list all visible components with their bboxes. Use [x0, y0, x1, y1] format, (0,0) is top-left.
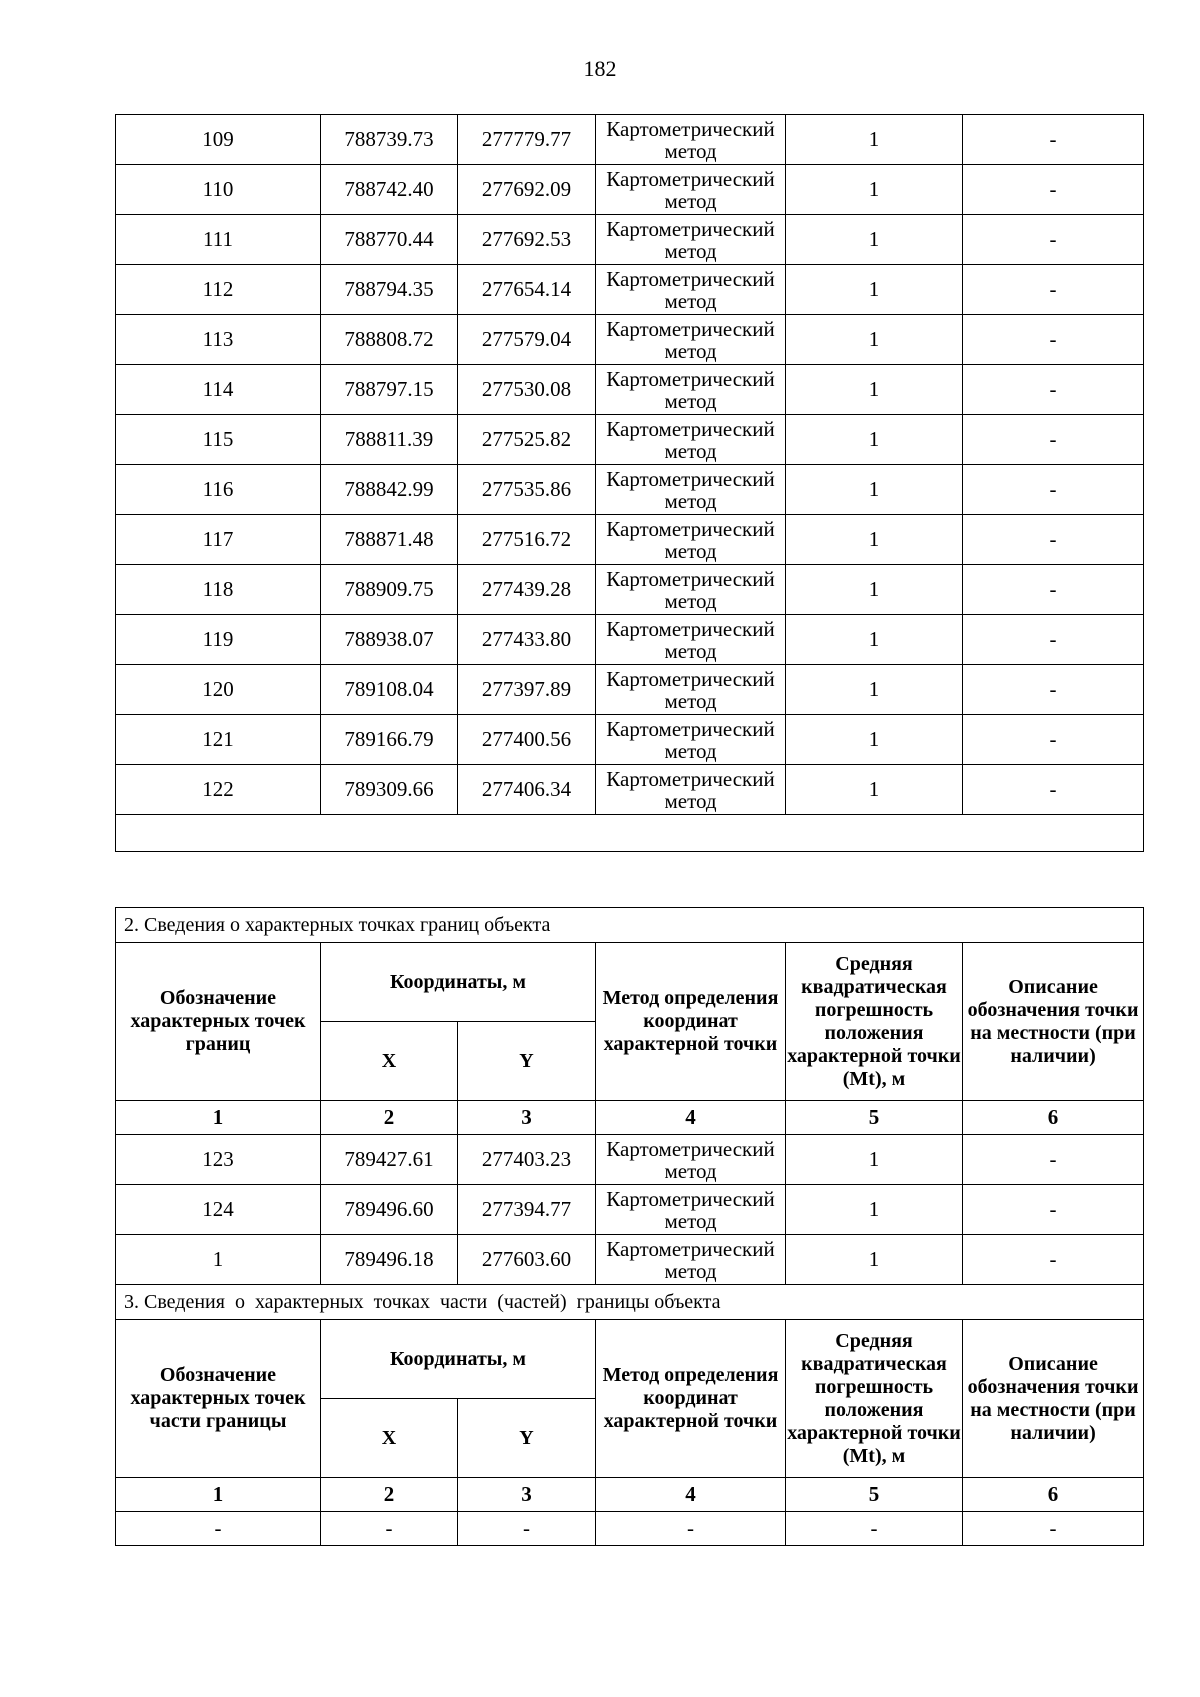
error-value: 1 — [786, 115, 963, 165]
method-cell — [596, 465, 786, 515]
description-value: - — [963, 465, 1144, 515]
method-cell — [596, 565, 786, 615]
description-value: - — [963, 715, 1144, 765]
method-line: метод — [664, 488, 717, 513]
coord-y: 277603.60 — [458, 1235, 596, 1285]
error-value: 1 — [786, 165, 963, 215]
table-row — [116, 365, 1144, 415]
method-cell — [596, 265, 786, 315]
method-line: метод — [664, 288, 717, 313]
description-value: - — [963, 565, 1144, 615]
method-line: метод — [664, 1258, 717, 1283]
col-number: 6 — [963, 1101, 1144, 1135]
coord-x: 788808.72 — [321, 315, 458, 365]
error-value: 1 — [786, 1185, 963, 1235]
method-line: Картометрический — [606, 466, 775, 491]
error-value: 1 — [786, 1135, 963, 1185]
coord-y: 277525.82 — [458, 415, 596, 465]
table-row — [116, 1512, 1144, 1546]
empty-row — [116, 815, 1144, 852]
error-value: 1 — [786, 565, 963, 615]
table-row — [116, 665, 1144, 715]
coord-x: 789427.61 — [321, 1135, 458, 1185]
table-row — [116, 315, 1144, 365]
method-line: Картометрический — [606, 366, 775, 391]
col-number: 4 — [596, 1101, 786, 1135]
method-cell — [596, 1185, 786, 1235]
method-line: Картометрический — [606, 616, 775, 641]
method-line: метод — [664, 238, 717, 263]
error-value: 1 — [786, 615, 963, 665]
coord-x: 789496.60 — [321, 1185, 458, 1235]
method-line: метод — [664, 738, 717, 763]
method-line: Картометрический — [606, 1136, 775, 1161]
method-cell — [596, 365, 786, 415]
coord-y: 277394.77 — [458, 1185, 596, 1235]
col-number: 2 — [321, 1478, 458, 1512]
description-value: - — [963, 1512, 1144, 1546]
point-id: 1 — [116, 1235, 321, 1285]
method-line: Картометрический — [606, 416, 775, 441]
header-coordinates: Координаты, м — [321, 943, 596, 1022]
header-y: Y — [458, 1022, 596, 1101]
header-y: Y — [458, 1399, 596, 1478]
description-value: - — [963, 165, 1144, 215]
method-line: Картометрический — [606, 266, 775, 291]
coord-y: 277433.80 — [458, 615, 596, 665]
coord-y: 277406.34 — [458, 765, 596, 815]
error-value: 1 — [786, 765, 963, 815]
method-line: Картометрический — [606, 1236, 775, 1261]
table-row — [116, 215, 1144, 265]
method-line: Картометрический — [606, 316, 775, 341]
col-number: 5 — [786, 1478, 963, 1512]
coord-x: - — [321, 1512, 458, 1546]
method-line: метод — [664, 338, 717, 363]
description-value: - — [963, 265, 1144, 315]
table-row — [116, 1185, 1144, 1235]
method-cell — [596, 715, 786, 765]
error-value: 1 — [786, 665, 963, 715]
coord-x: 788811.39 — [321, 415, 458, 465]
col-number: 1 — [116, 1101, 321, 1135]
method-line: метод — [664, 688, 717, 713]
method-line: метод — [664, 588, 717, 613]
method-cell — [596, 665, 786, 715]
description-value: - — [963, 615, 1144, 665]
method-cell — [596, 315, 786, 365]
method-line: Картометрический — [606, 716, 775, 741]
method-line: метод — [664, 538, 717, 563]
method-line: метод — [664, 138, 717, 163]
point-id: 118 — [116, 565, 321, 615]
table-row — [116, 715, 1144, 765]
description-value: - — [963, 365, 1144, 415]
description-value: - — [963, 415, 1144, 465]
error-value: - — [786, 1512, 963, 1546]
method-cell — [596, 515, 786, 565]
table-row — [116, 465, 1144, 515]
header-method: Метод определения координат характерной точки — [596, 1320, 786, 1478]
col-number: 4 — [596, 1478, 786, 1512]
method-line: Картометрический — [606, 216, 775, 241]
header-error: Средняя квадратическая погрешность положения характерной точки (Mt), м — [786, 1320, 963, 1478]
description-value: - — [963, 315, 1144, 365]
point-id: 109 — [116, 115, 321, 165]
method-line: метод — [664, 438, 717, 463]
method-line: метод — [664, 1208, 717, 1233]
point-id: 121 — [116, 715, 321, 765]
coord-x: 788797.15 — [321, 365, 458, 415]
table-row — [116, 515, 1144, 565]
header-error: Средняя квадратическая погрешность положения характерной точки (Mt), м — [786, 943, 963, 1101]
header-x: X — [321, 1399, 458, 1478]
error-value: 1 — [786, 215, 963, 265]
description-value: - — [963, 665, 1144, 715]
col-number: 2 — [321, 1101, 458, 1135]
description-value: - — [963, 1235, 1144, 1285]
coord-x: 788871.48 — [321, 515, 458, 565]
point-id: 115 — [116, 415, 321, 465]
method-cell — [596, 1235, 786, 1285]
method-line: метод — [664, 188, 717, 213]
table-row — [116, 565, 1144, 615]
coord-x: 788770.44 — [321, 215, 458, 265]
table-row — [116, 615, 1144, 665]
header-designation: Обозначение характерных точек границ — [116, 943, 321, 1101]
table-row — [116, 265, 1144, 315]
point-id: - — [116, 1512, 321, 1546]
description-value: - — [963, 215, 1144, 265]
header-designation: Обозначение характерных точек части границы — [116, 1320, 321, 1478]
col-number: 6 — [963, 1478, 1144, 1512]
error-value: 1 — [786, 415, 963, 465]
error-value: 1 — [786, 315, 963, 365]
error-value: 1 — [786, 515, 963, 565]
description-value: - — [963, 1185, 1144, 1235]
point-id: 112 — [116, 265, 321, 315]
method-line: Картометрический — [606, 166, 775, 191]
description-value: - — [963, 115, 1144, 165]
coordinates-table-continued — [115, 114, 1144, 852]
coord-y: 277579.04 — [458, 315, 596, 365]
method-line: Картометрический — [606, 766, 775, 791]
point-id: 122 — [116, 765, 321, 815]
coord-x: 788909.75 — [321, 565, 458, 615]
coord-y: 277779.77 — [458, 115, 596, 165]
coord-y: 277692.09 — [458, 165, 596, 215]
method-cell: - — [596, 1512, 786, 1546]
coord-y: - — [458, 1512, 596, 1546]
point-id: 110 — [116, 165, 321, 215]
method-cell — [596, 415, 786, 465]
method-line: Картометрический — [606, 116, 775, 141]
header-method: Метод определения координат характерной точки — [596, 943, 786, 1101]
header-description: Описание обозначения точки на местности (при наличии) — [963, 1320, 1144, 1478]
method-cell — [596, 765, 786, 815]
point-id: 123 — [116, 1135, 321, 1185]
method-cell — [596, 165, 786, 215]
point-id: 111 — [116, 215, 321, 265]
method-cell — [596, 215, 786, 265]
table-row — [116, 1135, 1144, 1185]
section-3-title: 3. Сведения о характерных точках части (частей) границы объекта — [116, 1285, 1144, 1320]
point-id: 124 — [116, 1185, 321, 1235]
error-value: 1 — [786, 1235, 963, 1285]
table-row — [116, 765, 1144, 815]
coord-y: 277516.72 — [458, 515, 596, 565]
method-cell — [596, 115, 786, 165]
header-description: Описание обозначения точки на местности (при наличии) — [963, 943, 1144, 1101]
point-id: 120 — [116, 665, 321, 715]
coord-y: 277692.53 — [458, 215, 596, 265]
coord-x: 788739.73 — [321, 115, 458, 165]
method-line: Картометрический — [606, 666, 775, 691]
col-number: 1 — [116, 1478, 321, 1512]
coord-x: 788842.99 — [321, 465, 458, 515]
point-id: 117 — [116, 515, 321, 565]
method-line: метод — [664, 788, 717, 813]
header-x: X — [321, 1022, 458, 1101]
coord-x: 788742.40 — [321, 165, 458, 215]
coord-y: 277530.08 — [458, 365, 596, 415]
col-number: 5 — [786, 1101, 963, 1135]
boundary-points-table — [115, 907, 1144, 1546]
coord-x: 788938.07 — [321, 615, 458, 665]
method-cell — [596, 615, 786, 665]
page-number: 182 — [583, 56, 617, 81]
method-line: Картометрический — [606, 516, 775, 541]
coord-x: 789309.66 — [321, 765, 458, 815]
coord-y: 277439.28 — [458, 565, 596, 615]
method-line: метод — [664, 388, 717, 413]
table-row — [116, 1235, 1144, 1285]
coord-y: 277400.56 — [458, 715, 596, 765]
table-row — [116, 115, 1144, 165]
description-value: - — [963, 515, 1144, 565]
section-2-title: 2. Сведения о характерных точках границ объекта — [116, 908, 1144, 943]
error-value: 1 — [786, 715, 963, 765]
method-line: метод — [664, 1158, 717, 1183]
coord-y: 277535.86 — [458, 465, 596, 515]
method-cell — [596, 1135, 786, 1185]
method-line: метод — [664, 638, 717, 663]
table-row — [116, 165, 1144, 215]
coord-x: 789496.18 — [321, 1235, 458, 1285]
coord-x: 788794.35 — [321, 265, 458, 315]
col-number: 3 — [458, 1478, 596, 1512]
coord-y: 277654.14 — [458, 265, 596, 315]
coord-x: 789166.79 — [321, 715, 458, 765]
table-row — [116, 415, 1144, 465]
point-id: 113 — [116, 315, 321, 365]
description-value: - — [963, 765, 1144, 815]
empty-cell — [116, 815, 1144, 852]
method-line: Картометрический — [606, 566, 775, 591]
method-line: Картометрический — [606, 1186, 775, 1211]
coord-x: 789108.04 — [321, 665, 458, 715]
point-id: 116 — [116, 465, 321, 515]
error-value: 1 — [786, 365, 963, 415]
description-value: - — [963, 1135, 1144, 1185]
point-id: 119 — [116, 615, 321, 665]
error-value: 1 — [786, 265, 963, 315]
error-value: 1 — [786, 465, 963, 515]
header-coordinates: Координаты, м — [321, 1320, 596, 1399]
coord-y: 277397.89 — [458, 665, 596, 715]
col-number: 3 — [458, 1101, 596, 1135]
point-id: 114 — [116, 365, 321, 415]
coord-y: 277403.23 — [458, 1135, 596, 1185]
